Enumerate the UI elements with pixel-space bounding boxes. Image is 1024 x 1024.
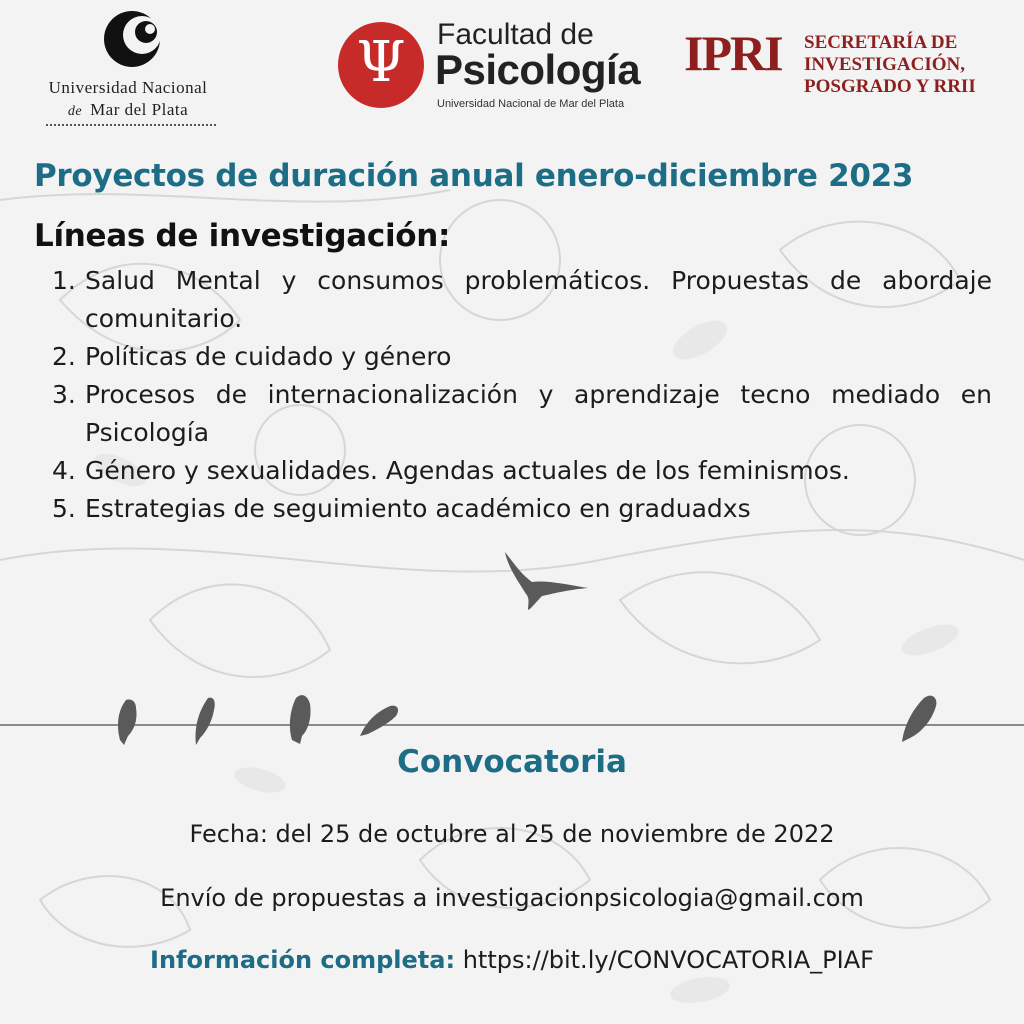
research-lines-list xyxy=(52,262,992,528)
unmdp-name-line1: Universidad Nacional xyxy=(48,78,208,97)
list-item: 5. Estrategias de seguimiento académico en graduadxs xyxy=(52,494,751,523)
list-item: 2. Políticas de cuidado y género xyxy=(52,342,452,371)
perched-bird-icon xyxy=(902,696,936,742)
unmdp-de: de xyxy=(67,104,83,119)
info-line xyxy=(0,946,1024,974)
perched-bird-icon xyxy=(196,698,215,745)
facultad-line3: Universidad Nacional de Mar del Plata xyxy=(437,98,625,110)
perched-bird-icon xyxy=(118,699,137,745)
unmdp-name-line2 xyxy=(18,100,238,120)
list-item: 1. Salud Mental y consumos problemáticos. Propuestas de abordaje comunitario. xyxy=(52,266,992,333)
unmdp-city: Mar del Plata xyxy=(90,100,189,119)
ipri-logo: IPRI xyxy=(684,25,782,81)
unmdp-emblem-icon xyxy=(98,8,170,70)
facultad-line2: Psicología xyxy=(435,46,641,93)
info-label: Información completa: xyxy=(150,946,456,974)
secretaria-line3: POSGRADO Y RRII xyxy=(804,76,976,97)
secretaria-line2: INVESTIGACIÓN, xyxy=(804,54,966,75)
birds-on-wire-illustration xyxy=(0,540,1024,760)
psi-logo-icon xyxy=(338,22,424,108)
perched-bird-icon xyxy=(290,695,311,744)
perched-bird-icon xyxy=(360,706,398,736)
fecha-text: Fecha: del 25 de octubre al 25 de noviembre de 2022 xyxy=(189,820,835,848)
convocatoria-title: Convocatoria xyxy=(397,744,627,780)
envio-text: Envío de propuestas a investigacionpsicologia@gmail.com xyxy=(160,884,864,912)
page-title: Proyectos de duración anual enero-diciembre 2023 xyxy=(34,158,914,194)
info-link[interactable]: https://bit.ly/CONVOCATORIA_PIAF xyxy=(462,946,874,974)
psi-symbol: Ψ xyxy=(356,30,406,95)
facultad-line1: Facultad de xyxy=(437,18,594,51)
secretaria-name xyxy=(804,32,976,98)
lines-heading: Líneas de investigación: xyxy=(34,218,451,254)
list-item: 4. Género y sexualidades. Agendas actuales de los feminismos. xyxy=(52,456,850,485)
unmdp-dotted-rule xyxy=(46,124,216,126)
flying-bird-icon xyxy=(505,552,588,610)
list-item: 3. Procesos de internacionalización y aprendizaje tecno mediado en Psicología xyxy=(52,380,992,447)
unmdp-logo xyxy=(18,8,238,128)
secretaria-line1: SECRETARÍA DE xyxy=(804,32,958,53)
